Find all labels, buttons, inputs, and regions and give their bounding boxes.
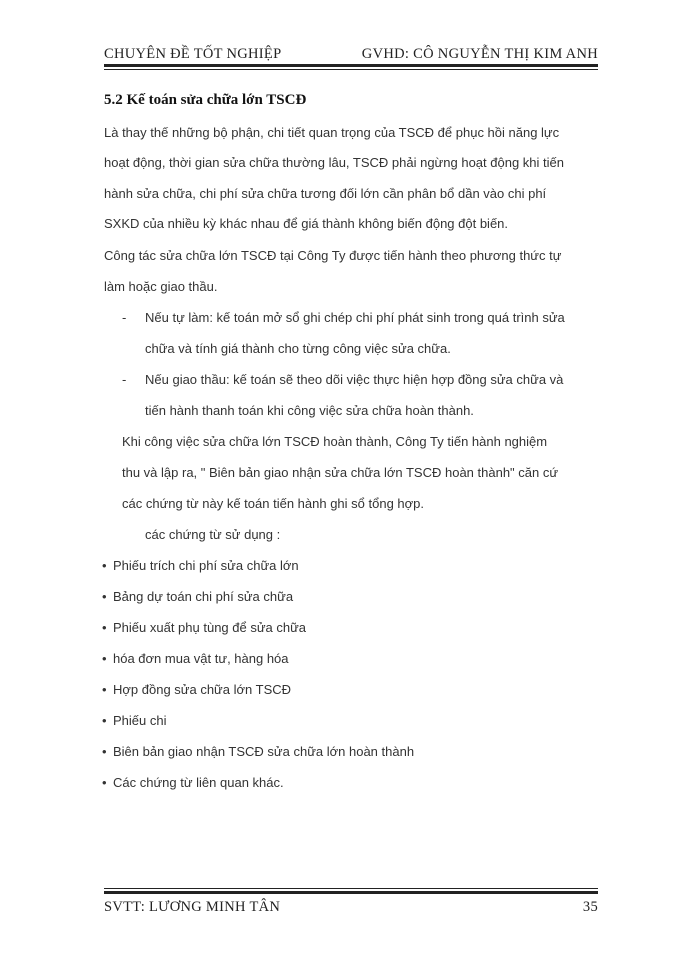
bullet-marker: • bbox=[102, 651, 107, 666]
header-title: CHUYÊN ĐỀ TỐT NGHIỆP bbox=[104, 46, 282, 62]
footer-author: SVTT: LƯƠNG MINH TÂN bbox=[104, 899, 281, 915]
dash-item-line: chữa và tính giá thành cho từng công việc sửa chữa. bbox=[145, 341, 451, 356]
dash-marker: - bbox=[122, 372, 127, 387]
para3-line: các chứng từ này kế toán tiến hành ghi sổ tổng hợp. bbox=[122, 496, 425, 511]
bullet-marker: • bbox=[102, 620, 107, 635]
document-item: Hợp đồng sửa chữa lớn TSCĐ bbox=[113, 682, 292, 697]
section-heading: 5.2 Kế toán sửa chữa lớn TSCĐ bbox=[104, 92, 307, 108]
document-item: Phiếu trích chi phí sửa chữa lớn bbox=[113, 558, 299, 573]
document-item: Phiếu chi bbox=[113, 713, 167, 728]
bullet-marker: • bbox=[102, 744, 107, 759]
dash-item-line: tiến hành thanh toán khi công việc sửa chữa hoàn thành. bbox=[145, 403, 474, 418]
bullet-marker: • bbox=[102, 713, 107, 728]
page-number: 35 bbox=[582, 899, 598, 915]
document-item: Biên bản giao nhận TSCĐ sửa chữa lớn hoàn thành bbox=[113, 744, 415, 759]
document-item: Các chứng từ liên quan khác. bbox=[113, 775, 284, 790]
para1-line: hành sửa chữa, chi phí sửa chữa tương đối lớn cần phân bổ dần vào chi phí bbox=[104, 186, 547, 201]
footer-rule-thin bbox=[104, 888, 598, 889]
bullet-marker: • bbox=[102, 775, 107, 790]
para1-line: hoạt động, thời gian sửa chữa thường lâu, TSCĐ phải ngừng hoạt động khi tiến bbox=[104, 155, 564, 170]
para1-line: Là thay thế những bộ phận, chi tiết quan trọng của TSCĐ để phục hồi năng lực bbox=[104, 125, 560, 140]
header-advisor: GVHD: CÔ NGUYỄN THỊ KIM ANH bbox=[361, 46, 598, 62]
header-rule-thick bbox=[104, 64, 598, 67]
dash-marker: - bbox=[122, 310, 127, 325]
bullet-marker: • bbox=[102, 682, 107, 697]
documents-intro: các chứng từ sử dụng : bbox=[145, 527, 281, 542]
page-header bbox=[104, 40, 598, 64]
document-item: hóa đơn mua vật tư, hàng hóa bbox=[113, 651, 289, 666]
document-item: Phiếu xuất phụ tùng để sửa chữa bbox=[113, 620, 307, 635]
bullet-marker: • bbox=[102, 589, 107, 604]
page-footer bbox=[104, 899, 598, 923]
footer-rule-thick bbox=[104, 891, 598, 894]
para1-line: SXKD của nhiều kỳ khác nhau để giá thành không biến động đột biến. bbox=[104, 216, 509, 231]
para3-line: Khi công việc sửa chữa lớn TSCĐ hoàn thành, Công Ty tiến hành nghiệm bbox=[122, 434, 548, 449]
para3-line: thu và lập ra, " Biên bản giao nhận sửa chữa lớn TSCĐ hoàn thành" căn cứ bbox=[122, 465, 559, 480]
bullet-marker: • bbox=[102, 558, 107, 573]
para2-line: Công tác sửa chữa lớn TSCĐ tại Công Ty được tiến hành theo phương thức tự bbox=[104, 248, 562, 263]
document-item: Bảng dự toán chi phí sửa chữa bbox=[113, 589, 294, 604]
header-rule-thin bbox=[104, 69, 598, 70]
dash-item-line: Nếu giao thầu: kế toán sẽ theo dõi việc thực hiện hợp đồng sửa chữa và bbox=[145, 372, 564, 387]
para2-line: làm hoặc giao thầu. bbox=[104, 279, 218, 294]
dash-item-line: Nếu tự làm: kế toán mở sổ ghi chép chi phí phát sinh trong quá trình sửa bbox=[145, 310, 565, 325]
